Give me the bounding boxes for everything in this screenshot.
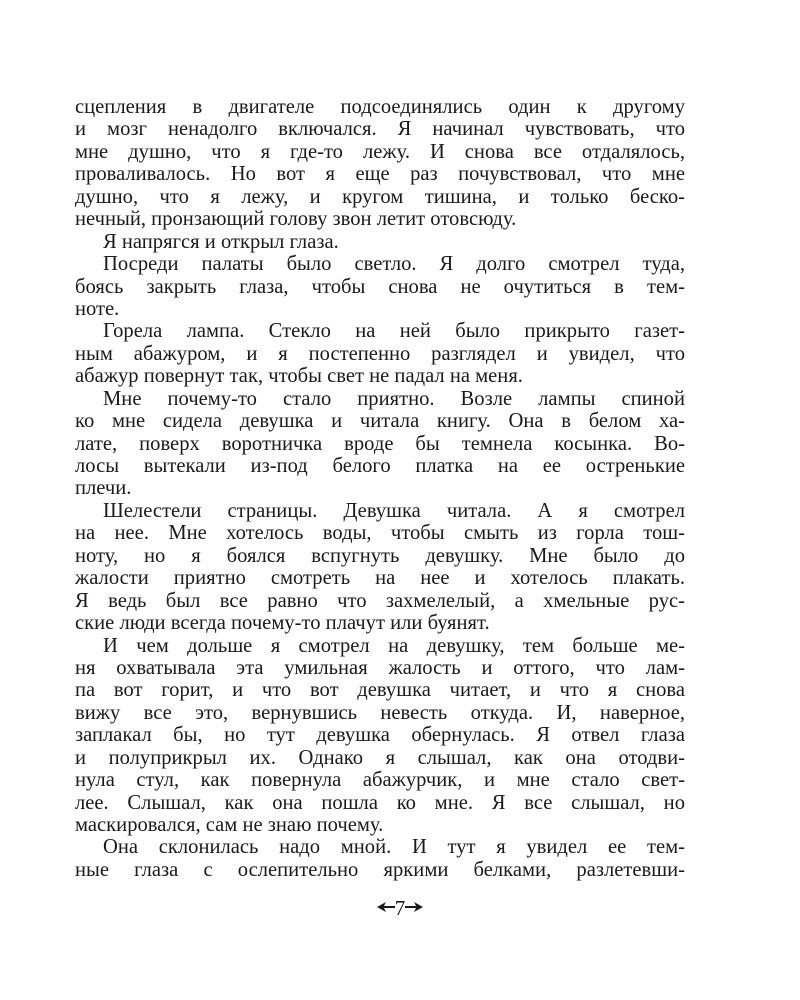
text-line: Шелестели страницы. Девушка читала. А я смотрел — [103, 499, 685, 522]
text-line: Посреди палаты было светло. Я долго смотрел туда, — [103, 253, 685, 276]
text-line: мне душно, что я где-то лежу. И снова все отдалялось, — [75, 140, 685, 163]
text-line: нула стул, как повернула абажурчик, и мне стало свет- — [75, 769, 685, 792]
text-line: на нее. Мне хотелось воды, чтобы смыть из горла тош- — [75, 522, 685, 545]
text-body — [75, 96, 685, 881]
text-line: ко мне сидела девушка и читала книгу. Она в белом ха- — [75, 410, 685, 433]
arrow-right-ornament-icon — [405, 902, 423, 912]
text-line: лее. Слышал, как она пошла ко мне. Я все слышал, но — [75, 791, 685, 814]
text-line: Горела лампа. Стекло на ней было прикрыто газет- — [103, 320, 685, 343]
text-line: плечи. — [75, 477, 132, 500]
text-line: И чем дольше я смотрел на девушку, тем больше ме- — [103, 634, 685, 657]
text-line: ноте. — [75, 297, 120, 320]
page-number: 7 — [394, 896, 406, 920]
text-line: нечный, пронзающий голову звон летит отовсюду. — [75, 208, 517, 231]
page-number-footer — [0, 896, 800, 921]
text-line: и мозг ненадолго включался. Я начинал чувствовать, что — [75, 118, 685, 141]
text-line: душно, что я лежу, и кругом тишина, и только беско- — [75, 185, 685, 208]
text-line: ские люди всегда почему-то плачут или буянят. — [75, 612, 490, 635]
text-line: Мне почему-то стало приятно. Возле лампы спиной — [103, 387, 685, 410]
ornament-left-icon — [377, 901, 395, 917]
text-line: лосы вытекали из-под белого платка на ее остренькие — [75, 455, 685, 477]
text-line: ным абажуром, и я постепенно разглядел и увидел, что — [75, 342, 685, 365]
text-line: маскировался, сам не знаю почему. — [75, 814, 384, 836]
text-line: лате, поверх воротничка вроде бы темнела косынка. Во- — [75, 432, 685, 455]
text-line: Я ведь был все равно что захмелелый, а хмельные рус- — [75, 589, 685, 612]
ornament-right-icon — [405, 901, 423, 917]
text-line: Она склонилась надо мной. И тут я увидел ее тем- — [103, 836, 685, 859]
text-line: па вот горит, и что вот девушка читает, и что я снова — [75, 679, 685, 702]
text-line: ня охватывала эта умильная жалость и оттого, что лам- — [75, 656, 685, 679]
text-line: заплакал бы, но тут девушка обернулась. Я отвел глаза — [75, 724, 685, 747]
text-line: Я напрягся и открыл глаза. — [103, 230, 339, 253]
text-line: жалости приятно смотреть на нее и хотелось плакать. — [75, 567, 685, 590]
arrow-left-ornament-icon — [377, 902, 395, 912]
text-line: боясь закрыть глаза, чтобы снова не очутиться в тем- — [75, 275, 685, 298]
text-line: абажур повернут так, чтобы свет не падал на меня. — [75, 365, 523, 388]
text-line: проваливалось. Но вот я еще раз почувствовал, что мне — [75, 163, 685, 186]
text-line: ные глаза с ослепительно яркими белками, разлетевши- — [75, 858, 685, 881]
text-line: и полуприкрыл их. Однако я слышал, как она отодви- — [75, 746, 685, 769]
text-line: ноту, но я боялся вспугнуть девушку. Мне было до — [75, 544, 685, 567]
text-line: вижу все это, вернувшись невесть откуда. И, наверное, — [75, 701, 685, 724]
text-line: сцепления в двигателе подсоединялись один к другому — [75, 96, 685, 118]
